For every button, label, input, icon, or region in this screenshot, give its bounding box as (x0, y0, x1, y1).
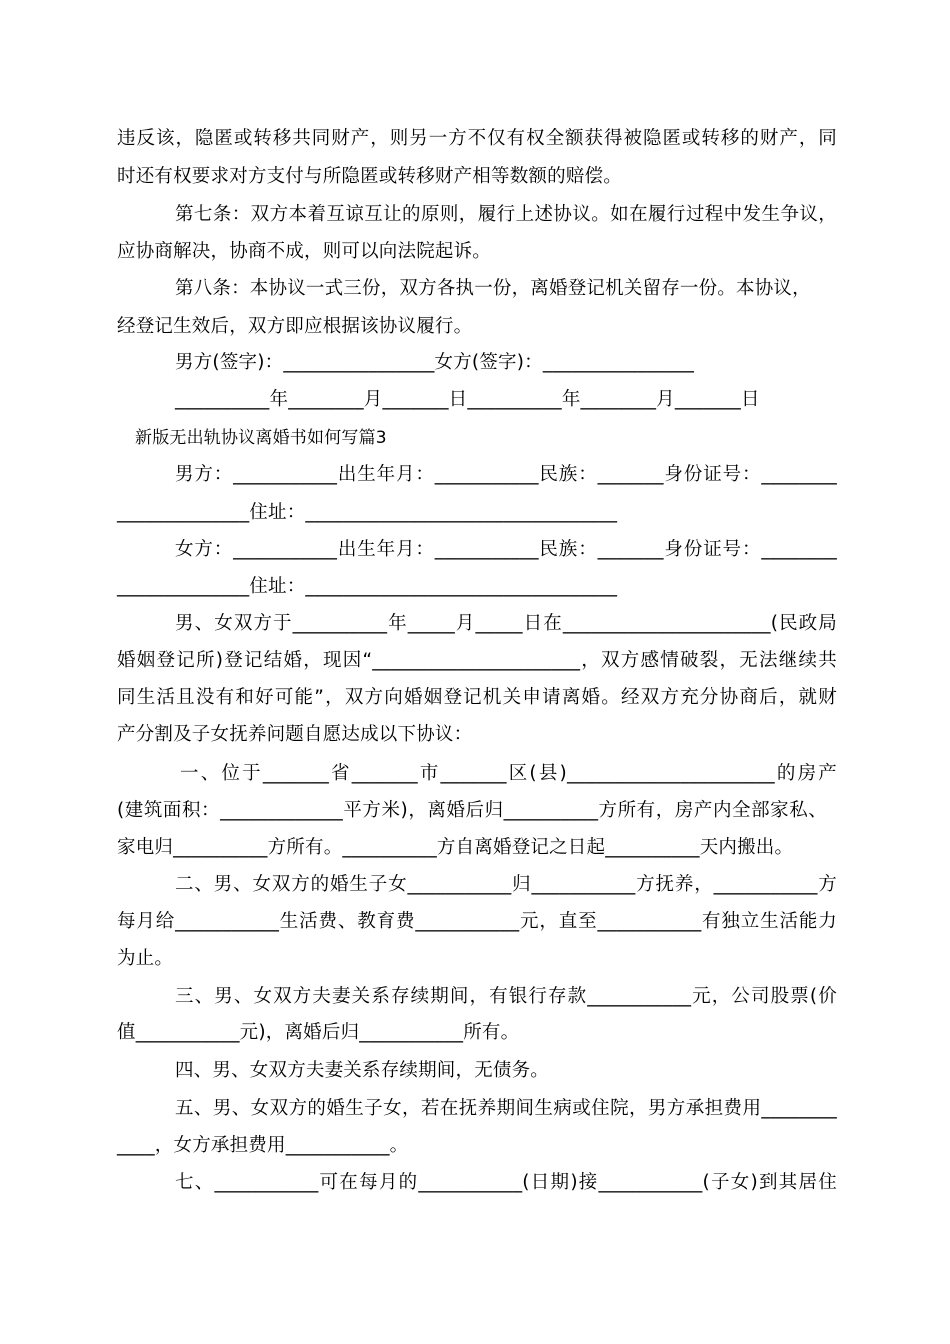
text-line: 第七条：双方本着互谅互让的原则，履行上述协议。如在履行过程中发生争议， (175, 204, 837, 225)
text-line: 值___________元)，离婚后归___________所有。 (117, 1022, 520, 1043)
text-line: ______________住址：_________________________________ (117, 576, 618, 597)
text-line: 四、男、女双方夫妻关系存续期间，无债务。 (175, 1060, 550, 1081)
text-line: (建筑面积：_____________平方米)，离婚后归__________方所有，房产内全部家私、 (117, 800, 827, 821)
text-line: 男方：___________出生年月：___________民族：_______身份证号：________ (175, 464, 837, 485)
text-line: 产分割及子女抚养问题自愿达成以下协议： (117, 724, 473, 745)
text-line: ______________住址：_________________________________ (117, 502, 618, 523)
text-line: 三、男、女双方夫妻关系存续期间，有银行存款___________元，公司股票(价 (175, 986, 837, 1007)
text-line: 婚姻登记所)登记结婚，现因“______________________，双方感情破裂，无法继续共 (117, 650, 837, 671)
text-line: 经登记生效后，双方即应根据该协议履行。 (117, 316, 473, 337)
signature-line: 男方(签字)：________________女方(签字)：________________ (175, 352, 695, 373)
text-line: 七、___________可在每月的___________(日期)接___________(子女)到其居住 (175, 1172, 837, 1193)
text-line: 五、男、女双方的婚生子女，若在抚养期间生病或住院，男方承担费用________ (175, 1098, 837, 1119)
text-line: 违反该，隐匿或转移共同财产，则另一方不仅有权全额获得被隐匿或转移的财产，同 (117, 128, 837, 149)
text-line: 时还有权要求对方支付与所隐匿或转移财产相等数额的赔偿。 (117, 166, 622, 187)
text-line: 为止。 (117, 948, 174, 969)
text-line: 第八条：本协议一式三份，双方各执一份，离婚登记机关留存一份。本协议， (175, 278, 811, 299)
date-line: __________年________月_______日__________年________月_______日 (175, 389, 760, 410)
text-line: 女方：___________出生年月：___________民族：_______身份证号：________ (175, 539, 837, 560)
text-line: 男、女双方于__________年_____月_____日在______________________(民政局 (175, 613, 837, 634)
text-line: 二、男、女双方的婚生子女___________归___________方抚养，___________方 (175, 874, 837, 895)
section-title: 新版无出轨协议离婚书如何写篇3 (135, 428, 387, 448)
text-line: 每月给___________生活费、教育费___________元，直至___________有独立生活能力 (117, 911, 837, 932)
text-line: 同生活且没有和好可能”，双方向婚姻登记机关申请离婚。经双方充分协商后，就财 (117, 687, 837, 708)
text-line: ____，女方承担费用___________。 (117, 1135, 409, 1156)
text-line: 一、位于_______省_______市_______区(县)______________________的房产 (180, 763, 837, 784)
text-line: 家电归__________方所有。__________方自离婚登记之日起__________天内搬出。 (117, 837, 794, 858)
text-line: 应协商解决，协商不成，则可以向法院起诉。 (117, 241, 492, 262)
